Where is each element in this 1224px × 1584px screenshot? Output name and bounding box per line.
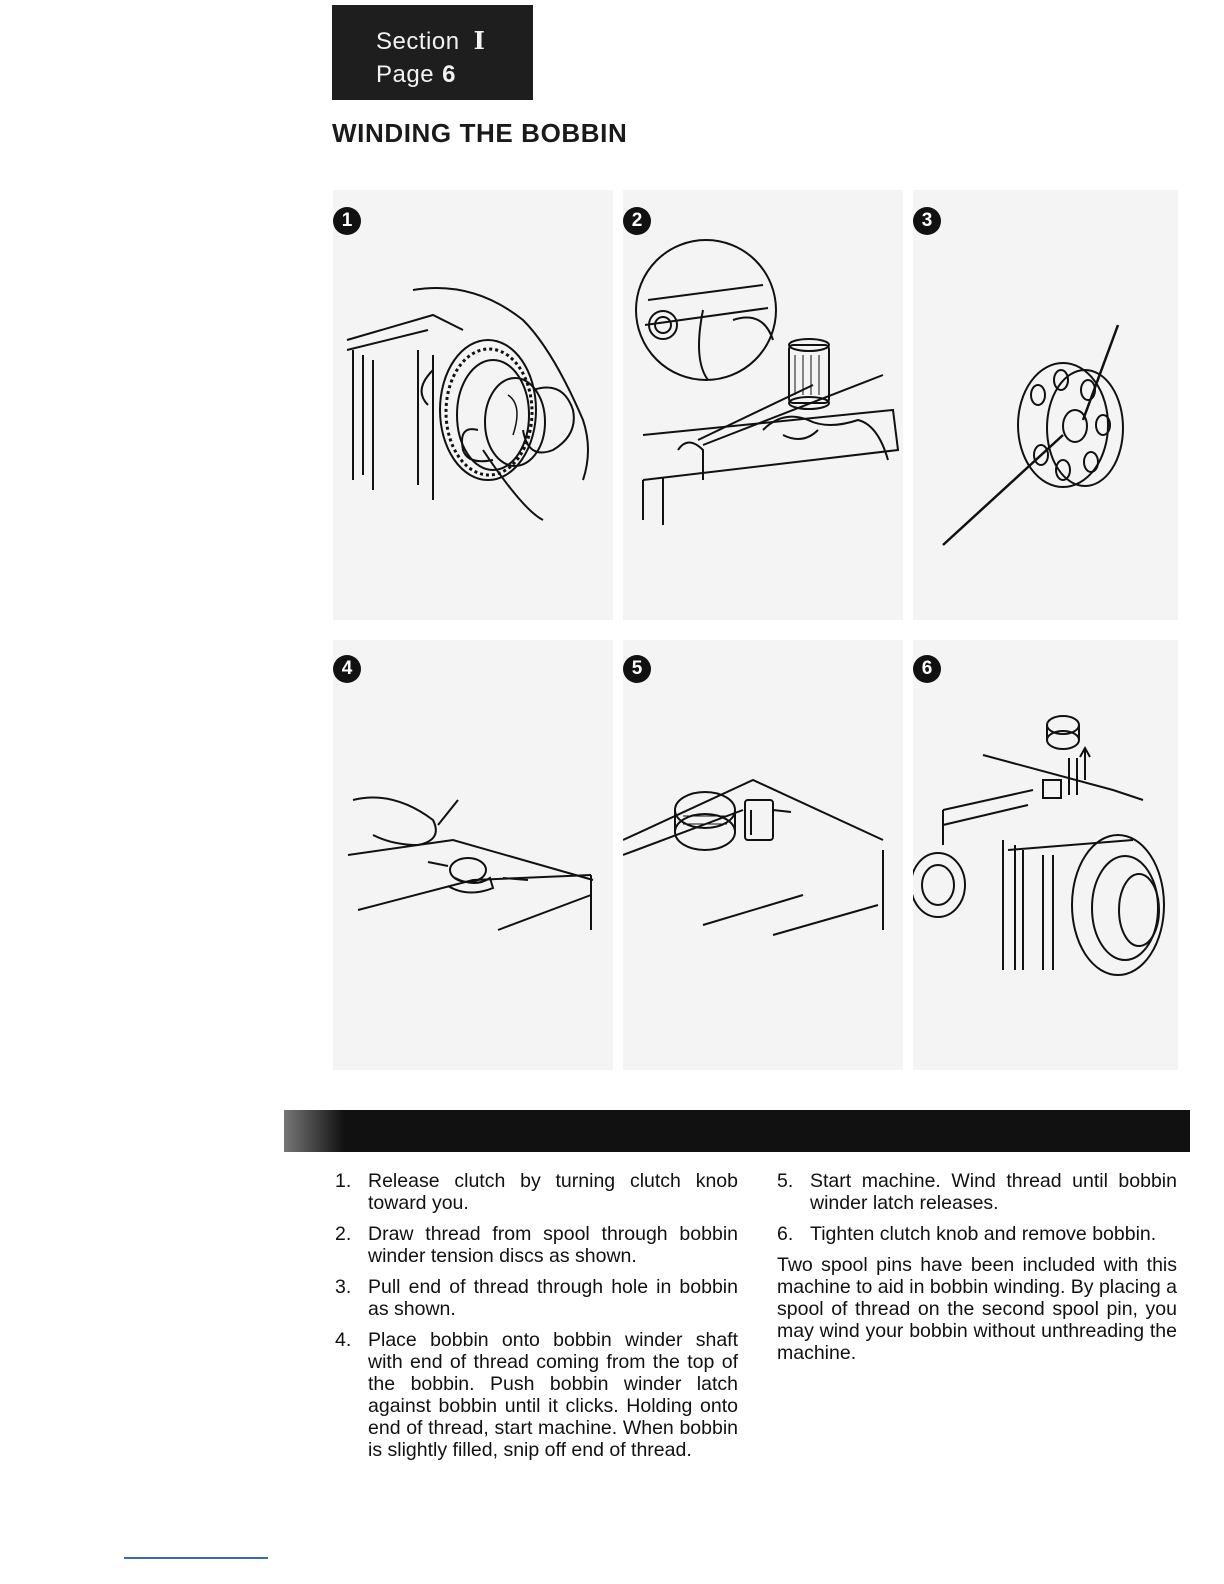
step-item-4 [335, 1329, 738, 1461]
step-item-5 [777, 1170, 1177, 1214]
figure-2-panel [623, 190, 903, 620]
figure-5-badge: 5 [623, 655, 651, 683]
figure-1-clutch-illustration [333, 190, 613, 620]
step-text: Release clutch by turning clutch knob toward you. [368, 1170, 738, 1214]
spool-pin-note: Two spool pins have been included with this machine to aid in bobbin winding. By placing a spool of thread on the second spool pin, you may wind your bobbin without unthreading the machine. [777, 1254, 1178, 1364]
instructions-left-column [335, 1170, 738, 1470]
section-page-box [332, 5, 533, 100]
divider-bar-fade [284, 1110, 344, 1152]
page-title: WINDING THE BOBBIN [332, 118, 628, 148]
page-label: Page [376, 61, 435, 88]
step-text: Start machine. Wind thread until bobbin winder latch releases. [810, 1170, 1177, 1214]
figure-4-badge: 4 [333, 655, 361, 683]
divider-bar [284, 1110, 1190, 1152]
step-item-1 [335, 1170, 738, 1214]
figure-3-panel [913, 190, 1178, 620]
section-line [376, 24, 533, 58]
step-number: 6. [777, 1223, 794, 1245]
step-item-2 [335, 1223, 738, 1267]
figure-6-badge: 6 [913, 655, 941, 683]
page-line [376, 58, 533, 91]
step-item-3 [335, 1276, 738, 1320]
figure-1-panel [333, 190, 613, 620]
step-text: Draw thread from spool through bobbin winder tension discs as shown. [368, 1223, 738, 1267]
steps-list-right [777, 1170, 1177, 1245]
figure-2-badge: 2 [623, 207, 651, 235]
step-text: Place bobbin onto bobbin winder shaft with end of thread coming from the top of the bobbin. Push bobbin winder latch against bobbin until it clicks. Holding onto end of thread, start machine. When bobbin is slightly filled, snip off end of thread. [368, 1329, 738, 1461]
figure-4-panel [333, 640, 613, 1070]
step-number: 4. [335, 1329, 352, 1351]
step-text: Pull end of thread through hole in bobbin as shown. [368, 1276, 738, 1320]
step-number: 1. [335, 1170, 352, 1192]
instructions-right-column [777, 1170, 1177, 1364]
figure-4-shaft-illustration [333, 640, 613, 1070]
figure-5-winding-illustration [623, 640, 903, 1070]
figure-3-bobbin-illustration [913, 190, 1178, 620]
step-number: 3. [335, 1276, 352, 1298]
step-text: Tighten clutch knob and remove bobbin. [810, 1223, 1157, 1245]
step-item-6 [777, 1223, 1177, 1245]
figure-5-panel [623, 640, 903, 1070]
illustration-grid [333, 190, 1178, 1075]
step-number: 2. [335, 1223, 352, 1245]
figure-6-panel [913, 640, 1178, 1070]
section-label: Section [376, 28, 460, 55]
footer-rule [124, 1557, 268, 1559]
figure-1-badge: 1 [333, 207, 361, 235]
page-number: 6 [442, 61, 456, 88]
section-number: I [473, 26, 486, 55]
figure-3-badge: 3 [913, 207, 941, 235]
step-number: 5. [777, 1170, 794, 1192]
steps-list-left [335, 1170, 738, 1461]
figure-2-tension-illustration [623, 190, 903, 620]
figure-6-remove-illustration [913, 640, 1178, 1070]
